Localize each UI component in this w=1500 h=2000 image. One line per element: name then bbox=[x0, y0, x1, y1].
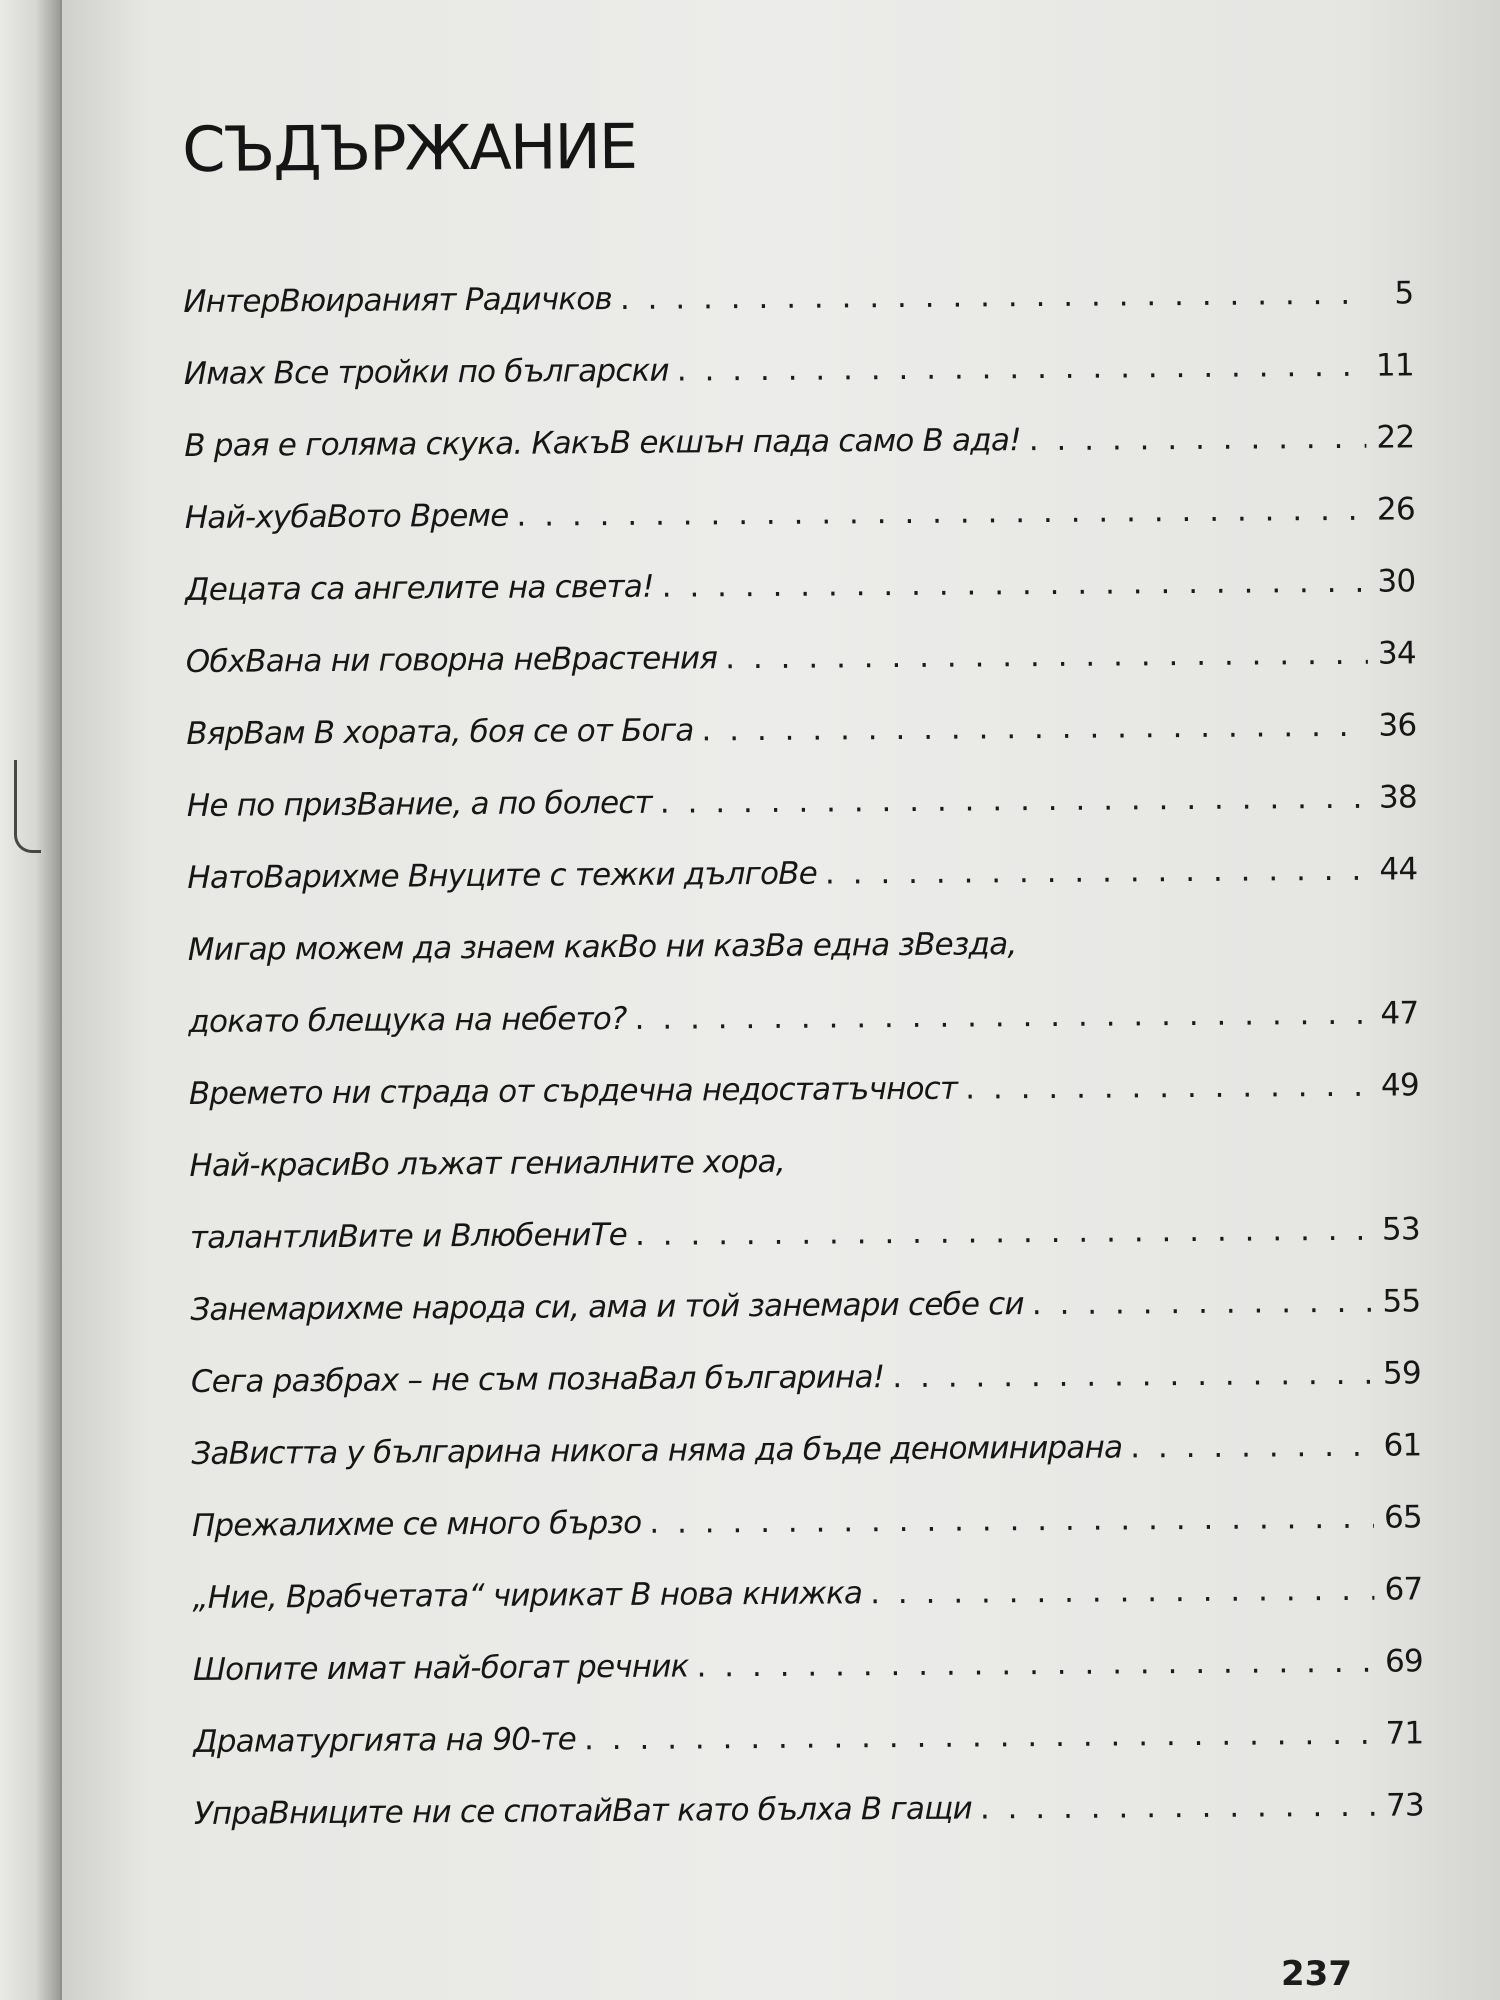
toc-entry-title: Занемарихме народа си, ама и той занемари себе си bbox=[190, 1286, 1024, 1328]
toc-entry-title: „Ние, Врабчетата“ чирикат В нова книжка bbox=[192, 1575, 863, 1616]
toc-entry-title: ОбхВана ни говорна неВрастения bbox=[185, 640, 718, 680]
toc-leader-dots bbox=[1130, 1410, 1374, 1484]
toc-leader-dots bbox=[584, 1698, 1376, 1776]
toc-entry-page: 5 bbox=[1394, 275, 1414, 312]
toc-entry-title: ВярВам В хората, боя се от Бога bbox=[186, 712, 694, 752]
toc-entry-page: 38 bbox=[1378, 779, 1417, 816]
toc-entry bbox=[192, 1481, 1422, 1562]
toc-entry-page: 55 bbox=[1382, 1283, 1421, 1320]
toc-entry-title: Шопите имат най-богат речник bbox=[192, 1648, 689, 1688]
toc-entry bbox=[189, 1049, 1419, 1130]
toc-entry bbox=[183, 257, 1413, 338]
toc-leader-dots bbox=[634, 978, 1370, 1055]
toc-entry bbox=[185, 473, 1415, 554]
page-number: 237 bbox=[1281, 1954, 1352, 1994]
toc-entry-title: НатоВарихме Внуците с тежки дългоВе bbox=[187, 855, 818, 896]
toc-entry-title: В рая е голяма скука. КакъВ екшън пада само В ада! bbox=[184, 422, 1021, 464]
toc-entry-page: 65 bbox=[1383, 1499, 1422, 1536]
toc-entry-page: 30 bbox=[1377, 563, 1416, 600]
toc-entry-title: Драматургията на 90-те bbox=[193, 1721, 577, 1760]
toc-entry-title: докато блещука на небето? bbox=[188, 1000, 627, 1040]
toc-entry bbox=[188, 977, 1418, 1058]
toc-entry-page: 49 bbox=[1380, 1067, 1419, 1104]
toc-leader-dots bbox=[661, 546, 1367, 623]
toc-leader-dots bbox=[825, 834, 1370, 910]
toc-entry-title: Не по призВание, а по болест bbox=[186, 784, 652, 824]
toc-leader-dots bbox=[635, 1194, 1372, 1271]
toc-entry-page: 61 bbox=[1383, 1427, 1422, 1464]
toc-leader-dots bbox=[620, 258, 1366, 335]
toc-entry bbox=[191, 1409, 1421, 1490]
toc-entry bbox=[192, 1553, 1422, 1634]
toc-entry-title: Най-хубаВото Време bbox=[184, 497, 509, 536]
toc-entry-title: Имах Все тройки по български bbox=[183, 352, 669, 392]
toc-title: СЪДЪРЖАНИЕ bbox=[182, 109, 637, 186]
toc-leader-dots bbox=[870, 1554, 1375, 1630]
toc-leader-dots bbox=[696, 1626, 1375, 1703]
toc-entry-page: 11 bbox=[1375, 347, 1414, 384]
toc-entry bbox=[185, 545, 1415, 626]
table-of-contents bbox=[182, 101, 1424, 1850]
toc-entry bbox=[193, 1625, 1423, 1706]
toc-entry-title: Най-красиВо лъжат гениалните хора, bbox=[189, 1143, 785, 1184]
toc-leader-dots bbox=[965, 1050, 1371, 1125]
toc-leader-dots bbox=[1029, 402, 1367, 476]
toc-entry-title: Сега разбрах – не съм познаВал българина! bbox=[190, 1359, 885, 1400]
left-page-mark bbox=[14, 760, 41, 853]
toc-leader-dots bbox=[649, 1482, 1374, 1559]
toc-entry bbox=[186, 617, 1416, 698]
toc-entry bbox=[190, 1265, 1420, 1346]
toc-leader-dots bbox=[1032, 1266, 1373, 1340]
toc-leader-dots bbox=[980, 1770, 1376, 1845]
toc-entry bbox=[184, 401, 1414, 482]
toc-leader-dots bbox=[701, 690, 1368, 767]
toc-entry bbox=[191, 1337, 1421, 1418]
toc-entry-page: 26 bbox=[1376, 491, 1415, 528]
toc-entry-title: УпраВниците ни се спотайВат като бълха В гащи bbox=[193, 1790, 973, 1832]
toc-entry-page: 69 bbox=[1384, 1643, 1423, 1680]
toc-entry-first-line bbox=[189, 1121, 1419, 1202]
left-page-edge bbox=[0, 0, 60, 2000]
toc-entry-title: талантлиВите и ВлюбениТе bbox=[189, 1216, 628, 1256]
toc-entry-title: ЗаВистта у българина никога няма да бъде деноминирана bbox=[191, 1429, 1123, 1472]
toc-leader-dots bbox=[725, 618, 1368, 694]
toc-leader-dots bbox=[660, 762, 1370, 839]
toc-entry-title: ИнтерВюираният Радичков bbox=[183, 281, 613, 320]
toc-entry-page: 59 bbox=[1382, 1355, 1421, 1392]
toc-entry-page: 67 bbox=[1384, 1571, 1423, 1608]
toc-entry bbox=[194, 1769, 1424, 1850]
toc-entry-page: 22 bbox=[1376, 419, 1415, 456]
toc-entry-page: 44 bbox=[1379, 851, 1418, 888]
toc-entry-title: Децата са ангелите на света! bbox=[185, 568, 654, 608]
toc-leader-dots bbox=[516, 474, 1367, 552]
toc-entry-page: 71 bbox=[1385, 1715, 1424, 1752]
toc-entry-title: Мигар можем да знаем какВо ни казВа една зВезда, bbox=[187, 926, 1017, 968]
toc-entry-title: Времето ни страда от сърдечна недостатъчност bbox=[188, 1070, 958, 1112]
toc-entry bbox=[193, 1697, 1423, 1778]
toc-entry-page: 73 bbox=[1385, 1787, 1424, 1824]
toc-entry bbox=[187, 833, 1417, 914]
toc-entry-page: 53 bbox=[1381, 1211, 1420, 1248]
toc-entry-page: 34 bbox=[1377, 635, 1416, 672]
toc-entry bbox=[186, 689, 1416, 770]
toc-entry-page: 47 bbox=[1380, 995, 1419, 1032]
toc-entry bbox=[190, 1193, 1420, 1274]
book-page bbox=[62, 0, 1500, 2000]
toc-entry bbox=[187, 761, 1417, 842]
toc-entry-page: 36 bbox=[1378, 707, 1417, 744]
toc-entry bbox=[184, 329, 1414, 410]
toc-leader-dots bbox=[677, 330, 1367, 407]
toc-entry-first-line bbox=[188, 905, 1418, 986]
toc-leader-dots bbox=[892, 1338, 1373, 1413]
toc-entry-title: Прежалихме се много бързо bbox=[191, 1504, 642, 1544]
